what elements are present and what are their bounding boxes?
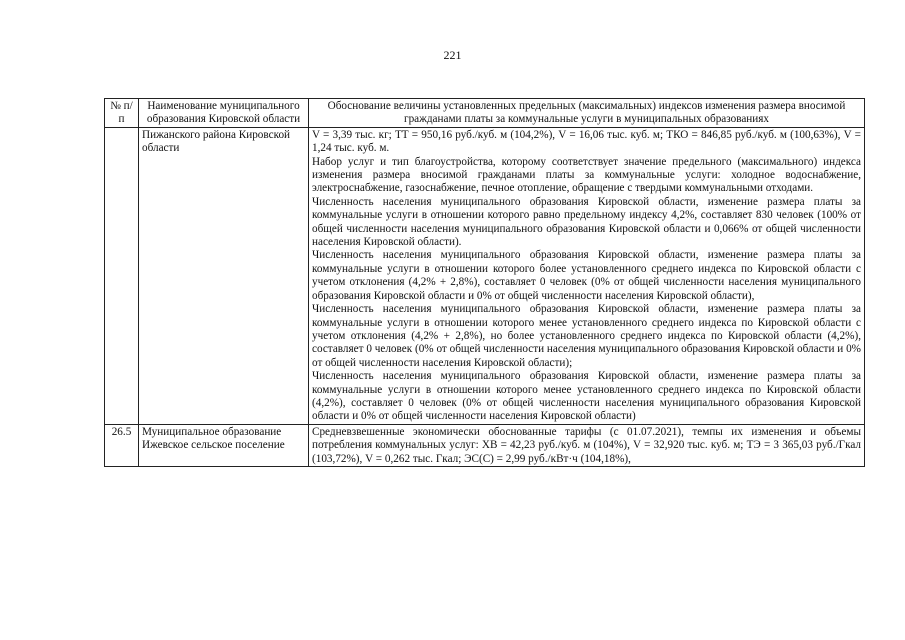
row1-name: Пижанского района Кировской области bbox=[139, 127, 309, 424]
header-name: Наименование муниципального образования Кировской области bbox=[139, 99, 309, 128]
row1-num bbox=[105, 127, 139, 424]
row1-paragraph: Набор услуг и тип благоустройства, которому соответствует значение предельного (максимального) индекса изменения размера вносимой гражданами платы за коммунальные услуги: холодное водоснабжение, электроснабжение, газоснабжение, печное отопление, обращение с твердыми коммунальными отходами. bbox=[312, 155, 861, 195]
table-row bbox=[105, 127, 865, 424]
tariff-table bbox=[104, 98, 865, 467]
row2-reason bbox=[309, 424, 865, 466]
row1-reason bbox=[309, 127, 865, 424]
row1-paragraph: V = 3,39 тыс. кг; ТТ = 950,16 руб./куб. м (104,2%), V = 16,06 тыс. куб. м; ТКО = 846,85 руб./куб. м (100,63%), V = 1,24 тыс. куб. м. bbox=[312, 128, 861, 155]
header-reason: Обоснование величины установленных предельных (максимальных) индексов изменения размера вносимой гражданами платы за коммунальные услуги в муниципальных образованиях bbox=[309, 99, 865, 128]
row1-paragraph: Численность населения муниципального образования Кировской области, изменение размера платы за коммунальные услуги в отношении которого равно предельному индексу 4,2%, составляет 830 человек (100% от общей численности населения муниципального образования Кировской области и 0,066% от общей численности населения Кировской области). bbox=[312, 195, 861, 249]
row2-num: 26.5 bbox=[105, 424, 139, 466]
table-header-row bbox=[105, 99, 865, 128]
row1-paragraph: Численность населения муниципального образования Кировской области, изменение размера платы за коммунальные услуги в отношении которого менее установленного среднего индекса по Кировской области (4,2%), составляет 0 человек (0% от общей численности населения муниципального образования Кировской области и 0% от общей численности населения Кировской области) bbox=[312, 370, 861, 423]
row2-name: Муниципальное образование Ижевское сельское поселение bbox=[139, 424, 309, 466]
row1-paragraph: Численность населения муниципального образования Кировской области, изменение размера платы за коммунальные услуги в отношении которого менее установленного среднего индекса по Кировской области с учетом отклонения (4,2% + 2,8%), но более установленного среднего индекса по Кировской области (4,2%), составляет 0 человек (0% от общей численности населения муниципального образования Кировской области и 0% от общей численности населения Кировской области); bbox=[312, 303, 861, 369]
row1-paragraph: Численность населения муниципального образования Кировской области, изменение размера платы за коммунальные услуги в отношении которого более установленного среднего индекса по Кировской области с учетом отклонения (4,2% + 2,8%), составляет 0 человек (0% от общей численности населения муниципального образования Кировской области и 0% от общей численности населения Кировской области), bbox=[312, 249, 861, 302]
header-num: № п/п bbox=[105, 99, 139, 128]
table-row bbox=[105, 424, 865, 466]
row2-reason-text: Средневзвешенные экономически обоснованные тарифы (с 01.07.2021), темпы их изменения и объемы потребления коммунальных услуг: ХВ = 42,23 руб./куб. м (104%), V = 32,920 тыс. куб. м; ТЭ = 3 365,03 руб./Гкал (103,72%), V = 0,262 тыс. Гкал; ЭС(С) = 2,99 руб./кВт·ч (104,18%), bbox=[312, 425, 861, 465]
page-number: 221 bbox=[443, 48, 462, 62]
